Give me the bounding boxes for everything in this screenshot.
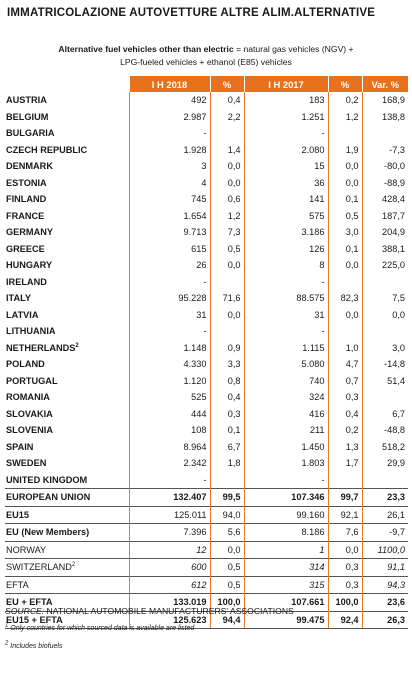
cell-ih2017: 1.251 [244, 109, 328, 126]
row-country-name [5, 559, 129, 577]
cell-ih2017: 107.661 [244, 594, 328, 612]
cell-ih2017: 1.803 [244, 455, 328, 472]
table-row [5, 208, 408, 225]
footnote-2-text: Includes biofuels [8, 643, 63, 650]
cell-ih2017: 8.186 [244, 524, 328, 542]
header-pct-2018: % [210, 76, 244, 92]
cell-pct-2017: 4,7 [328, 356, 362, 373]
cell-var-pct: 51,4 [362, 373, 408, 390]
cell-var-pct: 204,9 [362, 224, 408, 241]
cell-ih2017: 141 [244, 191, 328, 208]
row-country-name [5, 541, 129, 559]
cell-pct-2017: 0,3 [328, 576, 362, 594]
row-country-label: BULGARIA [6, 128, 55, 139]
page-title: IMMATRICOLAZIONE AUTOVETTURE ALTRE ALIM.ALTERNATIVE [7, 7, 376, 19]
cell-var-pct: 23,6 [362, 594, 408, 612]
row-country-name [5, 439, 129, 456]
table-row [5, 422, 408, 439]
cell-pct-2017: 3,0 [328, 224, 362, 241]
cell-ih2017: 15 [244, 158, 328, 175]
row-country-name [5, 455, 129, 472]
source-note [5, 606, 294, 616]
cell-pct-2017: 92,4 [328, 611, 362, 629]
cell-ih2018: 612 [129, 576, 210, 594]
cell-pct-2017: 0,0 [328, 541, 362, 559]
cell-pct-2017 [328, 125, 362, 142]
row-country-label: UNITED KINGDOM [6, 474, 88, 485]
row-country-name [5, 274, 129, 291]
cell-pct-2018 [210, 323, 244, 340]
cell-pct-2017: 0,1 [328, 241, 362, 258]
cell-ih2018: 1.148 [129, 340, 210, 357]
cell-pct-2018 [210, 274, 244, 291]
cell-ih2017: 1.115 [244, 340, 328, 357]
cell-var-pct: -80,0 [362, 158, 408, 175]
header-country [5, 76, 129, 92]
row-country-label: GERMANY [6, 227, 53, 238]
cell-pct-2017: 82,3 [328, 290, 362, 307]
cell-ih2017: - [244, 323, 328, 340]
cell-pct-2017: 1,2 [328, 109, 362, 126]
row-country-name [5, 576, 129, 594]
table-row [5, 92, 408, 109]
footnote-1 [5, 622, 195, 632]
subtitle-line-1 [0, 43, 412, 56]
row-country-label: CZECH REPUBLIC [6, 144, 88, 155]
cell-ih2018: 12 [129, 541, 210, 559]
cell-pct-2017: 0,0 [328, 257, 362, 274]
cell-var-pct: -88,9 [362, 175, 408, 192]
cell-var-pct: 1100,0 [362, 541, 408, 559]
cell-var-pct [362, 274, 408, 291]
cell-ih2017: 36 [244, 175, 328, 192]
cell-pct-2017: 0,0 [328, 158, 362, 175]
header-pct-2017: % [328, 76, 362, 92]
row-country-name [5, 356, 129, 373]
cell-var-pct: 187,7 [362, 208, 408, 225]
cell-ih2018: 7.396 [129, 524, 210, 542]
row-country-label: NORWAY [6, 544, 47, 555]
footnote-2-number: 2 [5, 640, 9, 647]
table-row [5, 158, 408, 175]
row-country-name [5, 257, 129, 274]
cell-pct-2018: 0,9 [210, 340, 244, 357]
cell-pct-2018: 0,1 [210, 422, 244, 439]
cell-pct-2017: 1,9 [328, 142, 362, 159]
cell-ih2017: - [244, 125, 328, 142]
row-country-name [5, 191, 129, 208]
cell-ih2018: 615 [129, 241, 210, 258]
row-country-name [5, 489, 129, 507]
cell-pct-2018: 6,7 [210, 439, 244, 456]
table-row [5, 576, 408, 594]
cell-pct-2017: 0,0 [328, 307, 362, 324]
cell-ih2018: 125.623 [129, 611, 210, 629]
footnote-marker: 2 [75, 342, 79, 349]
cell-ih2017: 99.475 [244, 611, 328, 629]
cell-pct-2017: 99,7 [328, 489, 362, 507]
cell-pct-2018: 0,4 [210, 92, 244, 109]
cell-ih2018: 1.654 [129, 208, 210, 225]
cell-ih2018: - [129, 125, 210, 142]
cell-ih2017: 5.080 [244, 356, 328, 373]
cell-pct-2018: 0,5 [210, 576, 244, 594]
cell-pct-2017: 0,2 [328, 92, 362, 109]
table-row [5, 307, 408, 324]
cell-pct-2018: 1,2 [210, 208, 244, 225]
cell-ih2018: 1.928 [129, 142, 210, 159]
cell-pct-2018: 0,5 [210, 559, 244, 577]
table-row [5, 191, 408, 208]
cell-pct-2018: 5,6 [210, 524, 244, 542]
cell-var-pct: 91,1 [362, 559, 408, 577]
row-country-name [5, 241, 129, 258]
cell-pct-2017: 1,7 [328, 455, 362, 472]
cell-ih2018: 95.228 [129, 290, 210, 307]
table-row [5, 274, 408, 291]
cell-pct-2018: 0,0 [210, 307, 244, 324]
cell-var-pct [362, 125, 408, 142]
cell-ih2018: 26 [129, 257, 210, 274]
footnote-1-number: 1 [5, 622, 9, 629]
cell-pct-2017: 0,3 [328, 559, 362, 577]
cell-var-pct: -14,8 [362, 356, 408, 373]
subtitle-bold: Alternative fuel vehicles other than electric [58, 44, 234, 54]
cell-ih2018: 2.987 [129, 109, 210, 126]
cell-var-pct: -7,3 [362, 142, 408, 159]
row-country-label: SLOVENIA [6, 425, 53, 436]
cell-pct-2018: 0,8 [210, 373, 244, 390]
cell-ih2018: 4.330 [129, 356, 210, 373]
cell-ih2018: 525 [129, 389, 210, 406]
cell-ih2018: 133.019 [129, 594, 210, 612]
cell-ih2018: 31 [129, 307, 210, 324]
cell-pct-2018: 0,0 [210, 541, 244, 559]
cell-var-pct [362, 389, 408, 406]
subtitle-rest: = natural gas vehicles (NGV) + [233, 44, 354, 54]
cell-pct-2018: 71,6 [210, 290, 244, 307]
row-country-name [5, 373, 129, 390]
cell-pct-2018: 1,8 [210, 455, 244, 472]
table-row [5, 406, 408, 423]
cell-pct-2018 [210, 125, 244, 142]
cell-var-pct: 26,1 [362, 506, 408, 524]
table-row [5, 175, 408, 192]
header-ih2017: I H 2017 [244, 76, 328, 92]
cell-var-pct: 225,0 [362, 257, 408, 274]
cell-pct-2018: 100,0 [210, 594, 244, 612]
cell-pct-2018: 1,4 [210, 142, 244, 159]
cell-ih2018: 2.342 [129, 455, 210, 472]
cell-var-pct: 388,1 [362, 241, 408, 258]
cell-ih2018: 125.011 [129, 506, 210, 524]
header-ih2018: I H 2018 [129, 76, 210, 92]
footnote-2 [5, 640, 63, 650]
footnote-marker: 2 [71, 562, 76, 569]
cell-ih2017: 314 [244, 559, 328, 577]
cell-pct-2018: 94,0 [210, 506, 244, 524]
cell-pct-2017: 0,1 [328, 191, 362, 208]
row-country-label: ITALY [6, 293, 32, 304]
row-country-label: NETHERLANDS [6, 342, 76, 353]
row-country-label: LITHUANIA [6, 326, 56, 337]
cell-var-pct: 138,8 [362, 109, 408, 126]
cell-ih2017: - [244, 472, 328, 489]
table-row [5, 142, 408, 159]
row-country-label: FRANCE [6, 210, 45, 221]
cell-pct-2018: 0,4 [210, 389, 244, 406]
row-country-name [5, 109, 129, 126]
cell-pct-2017: 1,0 [328, 340, 362, 357]
subtitle-line-2: LPG-fueled vehicles + ethanol (E85) vehicles [120, 57, 292, 67]
table-row [5, 290, 408, 307]
cell-pct-2017: 100,0 [328, 594, 362, 612]
cell-ih2017: 3.186 [244, 224, 328, 241]
table-row [5, 541, 408, 559]
row-country-label: EUROPEAN UNION [6, 492, 91, 503]
cell-ih2017: 2.080 [244, 142, 328, 159]
table-row [5, 257, 408, 274]
table-row [5, 373, 408, 390]
cell-var-pct: 168,9 [362, 92, 408, 109]
cell-ih2017: 99.160 [244, 506, 328, 524]
cell-pct-2017: 0,7 [328, 373, 362, 390]
row-country-name [5, 422, 129, 439]
row-country-name [5, 175, 129, 192]
cell-ih2017: 1.450 [244, 439, 328, 456]
cell-ih2018: 4 [129, 175, 210, 192]
cell-pct-2017: 7,6 [328, 524, 362, 542]
cell-ih2017: 575 [244, 208, 328, 225]
row-country-name [5, 208, 129, 225]
cell-ih2018: 108 [129, 422, 210, 439]
table-body [5, 92, 408, 629]
row-country-label: BELGIUM [6, 111, 49, 122]
table-row [5, 241, 408, 258]
row-country-label: HUNGARY [6, 260, 53, 271]
table-row [5, 356, 408, 373]
cell-ih2017: 88.575 [244, 290, 328, 307]
row-country-name [5, 389, 129, 406]
row-country-label: EU15 + EFTA [6, 614, 63, 625]
row-country-label: POLAND [6, 359, 45, 370]
row-country-label: EU (New Members) [6, 527, 90, 538]
table-row [5, 489, 408, 507]
row-country-label: ESTONIA [6, 177, 47, 188]
cell-var-pct: 428,4 [362, 191, 408, 208]
cell-var-pct: 29,9 [362, 455, 408, 472]
cell-ih2017: 416 [244, 406, 328, 423]
cell-var-pct: 6,7 [362, 406, 408, 423]
cell-ih2018: 132.407 [129, 489, 210, 507]
table-row [5, 323, 408, 340]
row-country-label: FINLAND [6, 194, 47, 205]
cell-pct-2018 [210, 472, 244, 489]
row-country-name [5, 142, 129, 159]
cell-pct-2018: 0,0 [210, 158, 244, 175]
cell-ih2017: 126 [244, 241, 328, 258]
source-text: NATIONAL AUTOMOBILE MANUFACTURERS' ASSOCIATIONS [44, 606, 294, 616]
table-row [5, 439, 408, 456]
cell-ih2018: 492 [129, 92, 210, 109]
footnote-1-text: Only countries for which sourced data is available are listed [8, 625, 195, 632]
row-country-name [5, 92, 129, 109]
cell-pct-2017 [328, 472, 362, 489]
cell-ih2017: 315 [244, 576, 328, 594]
cell-var-pct: 518,2 [362, 439, 408, 456]
cell-ih2017: 31 [244, 307, 328, 324]
cell-ih2018: 444 [129, 406, 210, 423]
cell-pct-2018: 2,2 [210, 109, 244, 126]
row-country-name [5, 290, 129, 307]
row-country-name [5, 323, 129, 340]
cell-ih2017: 740 [244, 373, 328, 390]
row-country-label: GREECE [6, 243, 45, 254]
cell-ih2018: 8.964 [129, 439, 210, 456]
table-row [5, 340, 408, 357]
cell-pct-2017 [328, 274, 362, 291]
table-row [5, 524, 408, 542]
cell-var-pct: -9,7 [362, 524, 408, 542]
row-country-label: PORTUGAL [6, 375, 58, 386]
cell-var-pct: 7,5 [362, 290, 408, 307]
row-country-label: SWITZERLAND [6, 562, 72, 573]
table-row [5, 506, 408, 524]
row-country-name [5, 524, 129, 542]
table-row [5, 389, 408, 406]
cell-pct-2018: 94,4 [210, 611, 244, 629]
row-country-label: EU15 [6, 509, 29, 520]
table-row [5, 125, 408, 142]
row-country-name [5, 472, 129, 489]
cell-ih2017: 211 [244, 422, 328, 439]
table-row [5, 109, 408, 126]
row-country-name [5, 224, 129, 241]
cell-pct-2018: 0,5 [210, 241, 244, 258]
row-country-name [5, 506, 129, 524]
cell-pct-2017: 92,1 [328, 506, 362, 524]
source-label: SOURCE: [5, 606, 45, 616]
row-country-name [5, 158, 129, 175]
table-header-row [5, 76, 408, 92]
cell-pct-2018: 3,3 [210, 356, 244, 373]
cell-var-pct: 23,3 [362, 489, 408, 507]
row-country-label: EFTA [6, 579, 29, 590]
cell-pct-2018: 0,0 [210, 175, 244, 192]
table-row [5, 472, 408, 489]
cell-pct-2017: 1,3 [328, 439, 362, 456]
cell-var-pct [362, 323, 408, 340]
row-country-label: AUSTRIA [6, 95, 47, 106]
cell-ih2018: 600 [129, 559, 210, 577]
row-country-name [5, 125, 129, 142]
row-country-label: IRELAND [6, 276, 47, 287]
cell-ih2017: 107.346 [244, 489, 328, 507]
cell-ih2018: 3 [129, 158, 210, 175]
cell-ih2017: 183 [244, 92, 328, 109]
cell-ih2018: 745 [129, 191, 210, 208]
header-var-pct: Var. % [362, 76, 408, 92]
cell-var-pct: 94,3 [362, 576, 408, 594]
row-country-label: SPAIN [6, 441, 34, 452]
cell-ih2018: 9.713 [129, 224, 210, 241]
cell-pct-2018: 0,6 [210, 191, 244, 208]
row-country-label: SLOVAKIA [6, 408, 53, 419]
row-country-name [5, 307, 129, 324]
row-country-name [5, 340, 129, 357]
cell-pct-2018: 7,3 [210, 224, 244, 241]
row-country-label: LATVIA [6, 309, 39, 320]
cell-pct-2018: 0,3 [210, 406, 244, 423]
cell-pct-2017: 0,2 [328, 422, 362, 439]
cell-var-pct: 26,3 [362, 611, 408, 629]
cell-pct-2018: 0,0 [210, 257, 244, 274]
cell-ih2017: 8 [244, 257, 328, 274]
row-country-name [5, 406, 129, 423]
cell-var-pct: 0,0 [362, 307, 408, 324]
cell-ih2017: - [244, 274, 328, 291]
cell-pct-2017: 0,0 [328, 175, 362, 192]
cell-var-pct [362, 472, 408, 489]
cell-var-pct: 3,0 [362, 340, 408, 357]
table-row [5, 559, 408, 577]
cell-var-pct: -48,8 [362, 422, 408, 439]
cell-ih2018: - [129, 472, 210, 489]
cell-ih2018: 1.120 [129, 373, 210, 390]
cell-pct-2017: 0,4 [328, 406, 362, 423]
cell-ih2018: - [129, 323, 210, 340]
registrations-table [5, 76, 408, 629]
cell-pct-2017: 0,3 [328, 389, 362, 406]
row-country-label: ROMANIA [6, 392, 50, 403]
cell-ih2018: - [129, 274, 210, 291]
cell-pct-2017: 0,5 [328, 208, 362, 225]
row-country-label: DENMARK [6, 161, 53, 172]
table-row [5, 455, 408, 472]
cell-ih2017: 1 [244, 541, 328, 559]
table-row [5, 224, 408, 241]
cell-ih2017: 324 [244, 389, 328, 406]
cell-pct-2018: 99,5 [210, 489, 244, 507]
row-country-label: EU + EFTA [6, 597, 53, 608]
cell-pct-2017 [328, 323, 362, 340]
row-country-label: SWEDEN [6, 458, 47, 469]
